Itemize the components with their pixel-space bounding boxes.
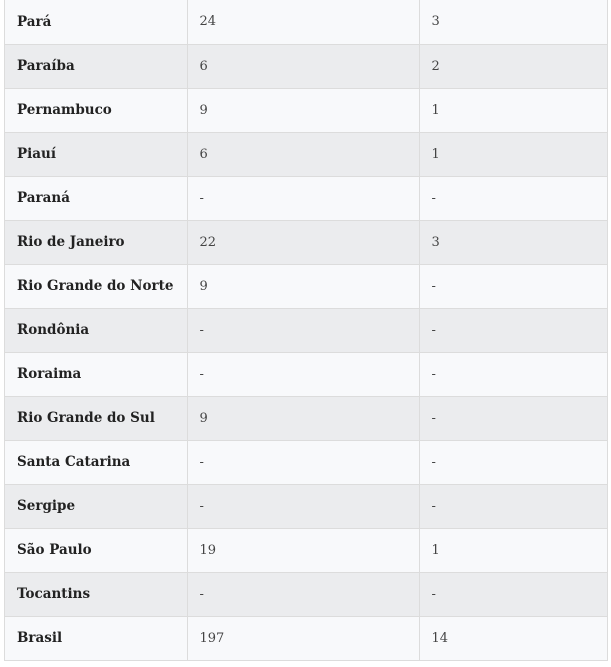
table-row xyxy=(5,528,607,572)
table-row xyxy=(5,484,607,528)
state-cell: Sergipe xyxy=(5,484,187,528)
table-row xyxy=(5,264,607,308)
value-cell: - xyxy=(419,484,607,528)
table-row xyxy=(5,396,607,440)
value-cell: 197 xyxy=(187,616,419,660)
value-cell: 14 xyxy=(419,616,607,660)
value-cell: - xyxy=(187,352,419,396)
state-cell: Rio Grande do Sul xyxy=(5,396,187,440)
state-cell: Pará xyxy=(5,0,187,44)
table-row xyxy=(5,220,607,264)
table-row xyxy=(5,440,607,484)
value-cell: 19 xyxy=(187,528,419,572)
state-cell: Roraima xyxy=(5,352,187,396)
value-cell: - xyxy=(187,572,419,616)
state-cell: Paraíba xyxy=(5,44,187,88)
state-cell: Brasil xyxy=(5,616,187,660)
state-cell: Tocantins xyxy=(5,572,187,616)
state-cell: Piauí xyxy=(5,132,187,176)
value-cell: 2 xyxy=(419,44,607,88)
state-cell: Paraná xyxy=(5,176,187,220)
value-cell: - xyxy=(187,440,419,484)
state-cell: Pernambuco xyxy=(5,88,187,132)
value-cell: 6 xyxy=(187,132,419,176)
value-cell: 1 xyxy=(419,528,607,572)
table-row xyxy=(5,308,607,352)
table-row xyxy=(5,132,607,176)
table-body xyxy=(5,0,607,660)
value-cell: - xyxy=(419,308,607,352)
state-cell: Rio de Janeiro xyxy=(5,220,187,264)
value-cell: - xyxy=(419,176,607,220)
value-cell: - xyxy=(419,264,607,308)
value-cell: - xyxy=(419,396,607,440)
value-cell: - xyxy=(419,440,607,484)
table-row xyxy=(5,572,607,616)
value-cell: 9 xyxy=(187,264,419,308)
value-cell: - xyxy=(187,484,419,528)
value-cell: - xyxy=(419,572,607,616)
state-data-table xyxy=(5,0,607,660)
value-cell: 9 xyxy=(187,88,419,132)
table-row-total xyxy=(5,616,607,660)
table-row xyxy=(5,88,607,132)
data-table-container xyxy=(4,0,608,661)
value-cell: - xyxy=(187,308,419,352)
value-cell: - xyxy=(187,176,419,220)
value-cell: 9 xyxy=(187,396,419,440)
state-cell: Santa Catarina xyxy=(5,440,187,484)
value-cell: 3 xyxy=(431,14,440,30)
state-cell: Rondônia xyxy=(5,308,187,352)
table-row xyxy=(5,0,607,44)
state-cell: São Paulo xyxy=(5,528,187,572)
value-cell: - xyxy=(419,352,607,396)
value-cell: 22 xyxy=(187,220,419,264)
value-cell: 6 xyxy=(187,44,419,88)
table-row xyxy=(5,352,607,396)
table-row xyxy=(5,44,607,88)
state-cell: Rio Grande do Norte xyxy=(5,264,187,308)
value-cell: 1 xyxy=(419,88,607,132)
value-cell: 3 xyxy=(419,220,607,264)
value-cell: 24 xyxy=(187,0,419,44)
value-cell: 1 xyxy=(419,132,607,176)
table-row xyxy=(5,176,607,220)
